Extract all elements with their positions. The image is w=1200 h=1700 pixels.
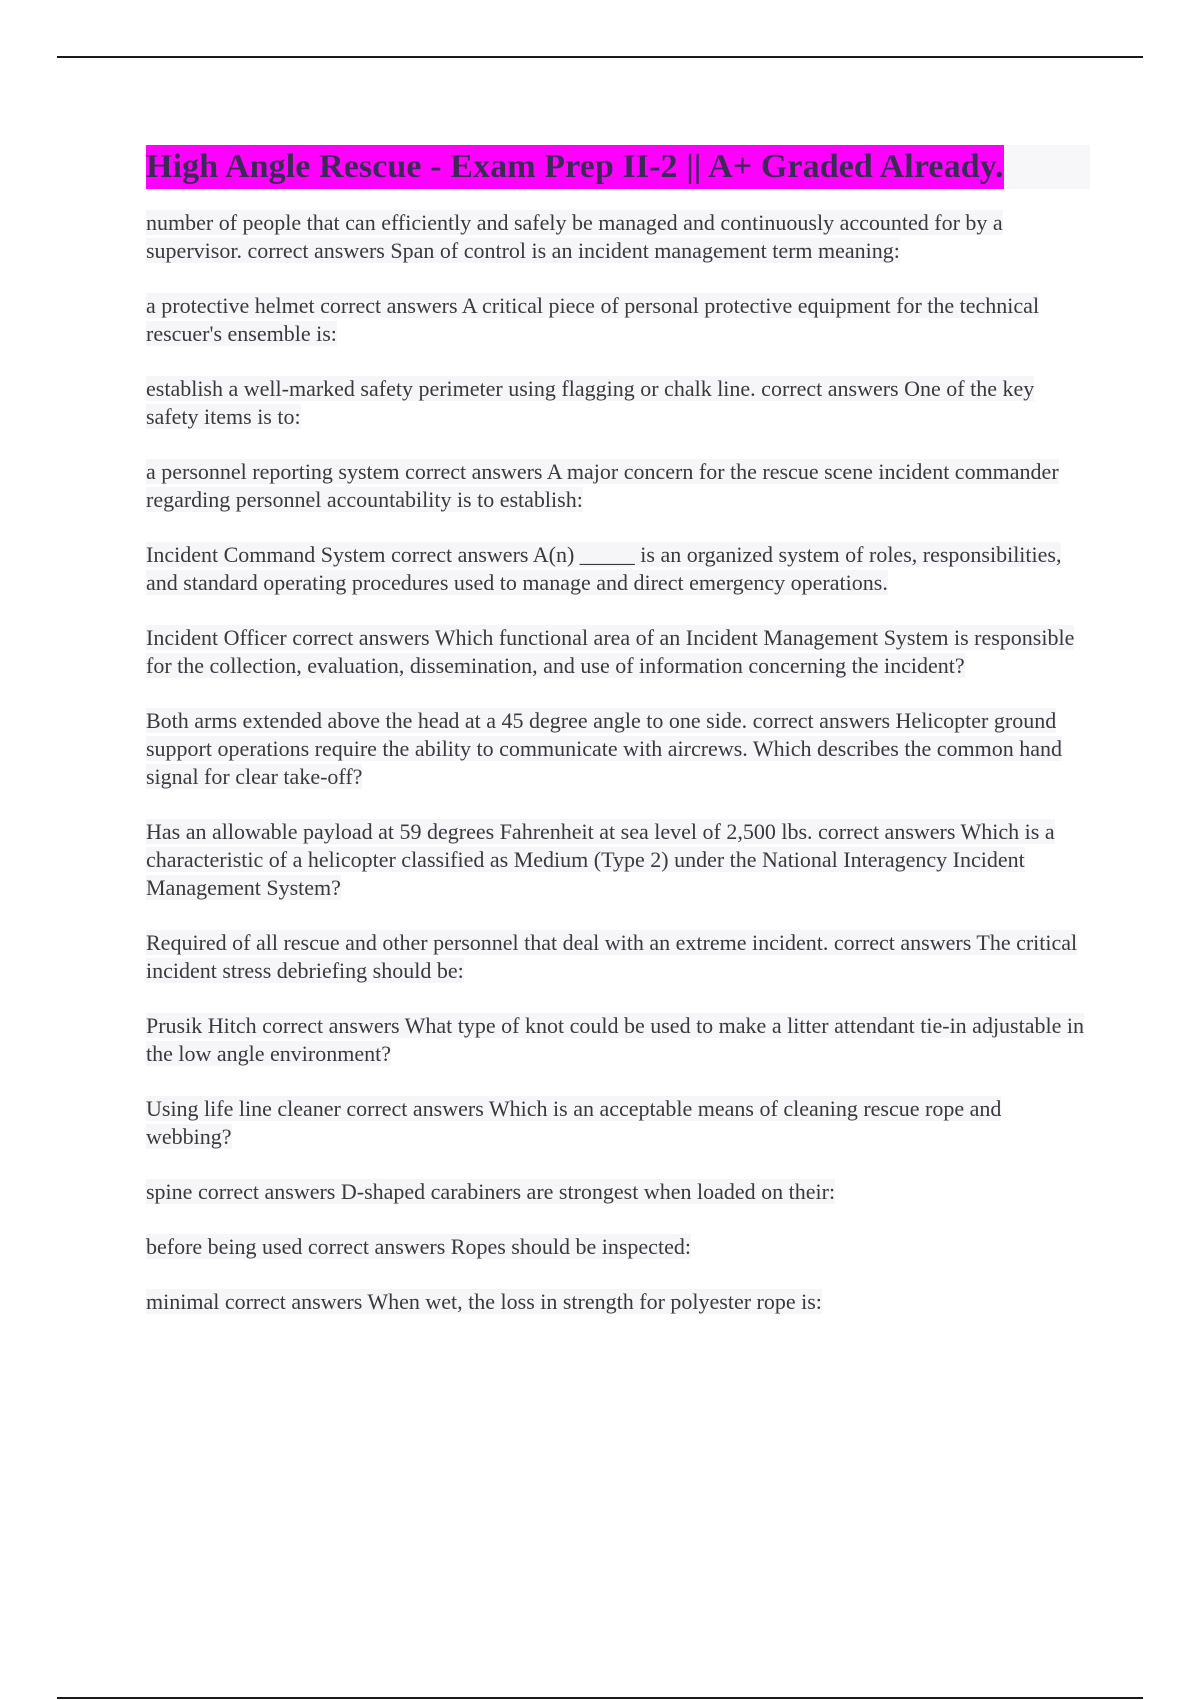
bottom-rule <box>57 1697 1143 1699</box>
qa-entry-text: number of people that can efficiently and safely be managed and continuously accounted for by a supervisor. correct answers Span of control is an incident management term meaning: <box>146 210 1003 263</box>
qa-entry <box>146 209 1090 265</box>
qa-entry-text: Both arms extended above the head at a 45 degree angle to one side. correct answers Helicopter ground support operations require the ability to communicate with aircrews. Which describes the common hand signal for clear take-off? <box>146 708 1062 789</box>
qa-entry <box>146 1178 1090 1206</box>
document-title: High Angle Rescue - Exam Prep II-2 || A+ Graded Already. <box>146 145 1004 189</box>
qa-entry-text: Incident Command System correct answers A(n) _____ is an organized system of roles, responsibilities, and standard operating procedures used to manage and direct emergency operations. <box>146 542 1062 595</box>
qa-entry-text: a personnel reporting system correct answers A major concern for the rescue scene incident commander regarding personnel accountability is to establish: <box>146 459 1059 512</box>
qa-entry <box>146 624 1090 680</box>
qa-entry-text: Prusik Hitch correct answers What type of knot could be used to make a litter attendant tie-in adjustable in the low angle environment? <box>146 1013 1084 1066</box>
qa-entry-text: minimal correct answers When wet, the loss in strength for polyester rope is: <box>146 1289 822 1314</box>
qa-entry-text: establish a well-marked safety perimeter using flagging or chalk line. correct answers One of the key safety items is to: <box>146 376 1035 429</box>
qa-entry-text: a protective helmet correct answers A critical piece of personal protective equipment for the technical rescuer's ensemble is: <box>146 293 1040 346</box>
qa-entry <box>146 1288 1090 1316</box>
document-body <box>146 145 1090 1343</box>
qa-entry-text: Has an allowable payload at 59 degrees Fahrenheit at sea level of 2,500 lbs. correct answers Which is a characteristic of a helicopter classified as Medium (Type 2) under the National Interagency Incident Management System? <box>146 819 1055 900</box>
qa-entry <box>146 1233 1090 1261</box>
qa-entry <box>146 929 1090 985</box>
qa-entry-text: Incident Officer correct answers Which functional area of an Incident Management System is responsible for the collection, evaluation, dissemination, and use of information concerning the incident? <box>146 625 1075 678</box>
qa-entry <box>146 1095 1090 1151</box>
qa-entry <box>146 458 1090 514</box>
qa-entry <box>146 707 1090 791</box>
top-rule <box>57 56 1143 58</box>
qa-entry <box>146 375 1090 431</box>
qa-entry-text: Using life line cleaner correct answers Which is an acceptable means of cleaning rescue rope and webbing? <box>146 1096 1002 1149</box>
title-band <box>146 145 1090 189</box>
qa-entry <box>146 1012 1090 1068</box>
qa-entry <box>146 292 1090 348</box>
qa-entry-text: before being used correct answers Ropes should be inspected: <box>146 1234 691 1259</box>
qa-entry-text: spine correct answers D-shaped carabiners are strongest when loaded on their: <box>146 1179 836 1204</box>
qa-entry <box>146 541 1090 597</box>
qa-entry-text: Required of all rescue and other personnel that deal with an extreme incident. correct answers The critical incident stress debriefing should be: <box>146 930 1078 983</box>
qa-entry <box>146 818 1090 902</box>
